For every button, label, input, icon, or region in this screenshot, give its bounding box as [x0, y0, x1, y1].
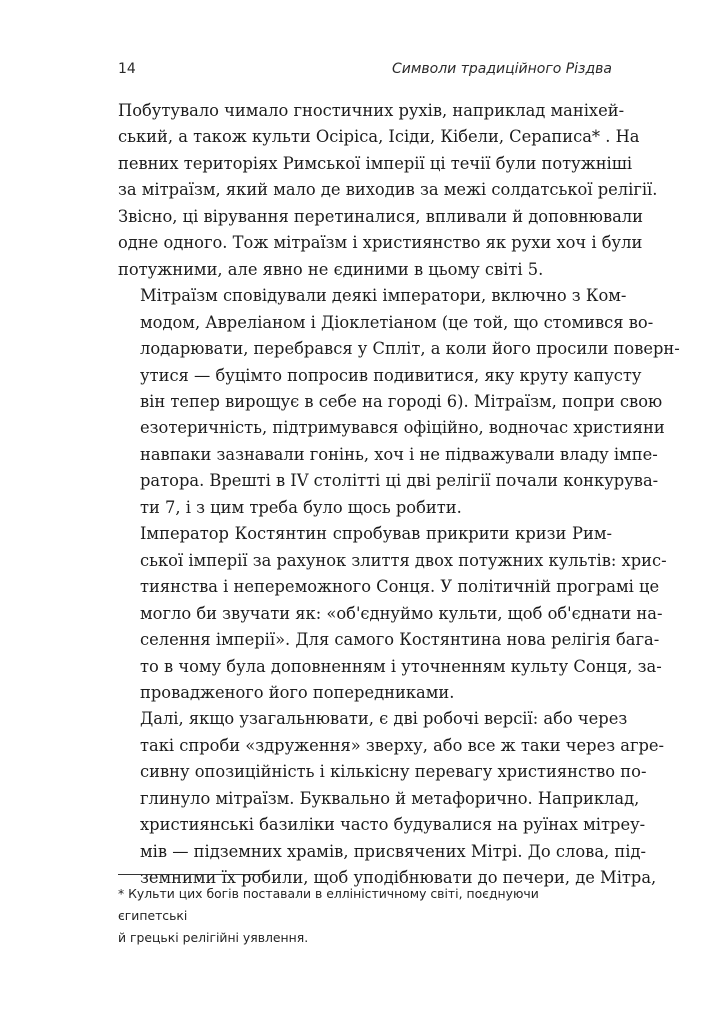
footnote-line: * Культи цих богів поставали в елліністичному світі, поєднуючи єгипетські	[118, 886, 539, 923]
running-title: Символи традиційного Різдва	[391, 61, 612, 77]
text-line: могло би звучати як: «об'єднуймо культи, щоб об'єднати на-	[140, 603, 663, 623]
text-line: ської імперії за рахунок злиття двох потужних культів: хрис-	[140, 550, 667, 570]
paragraph	[118, 283, 680, 521]
text-line: ський, а також культи Осіріса, Ісіди, Кібели, Сераписа* . На	[118, 127, 640, 147]
text-line: за мітраїзм, який мало де виходив за межі солдатської релігії.	[118, 180, 658, 200]
text-line: земними їх робили, щоб уподібнювати до печери, де Мітра,	[140, 868, 657, 888]
text-line: лодарювати, перебрався у Спліт, а коли його просили поверн-	[140, 339, 680, 359]
text-line: сивну опозиційність і кількісну перевагу християнство по-	[140, 762, 647, 782]
text-line: то в чому була доповненням і уточненням культу Сонця, за-	[140, 656, 662, 676]
text-line: ти 7, і з цим треба було щось робити.	[140, 497, 462, 517]
text-line: навпаки зазнавали гонінь, хоч і не підважували владу імпе-	[140, 444, 658, 464]
text-line: мів — підземних храмів, присвячених Мітрі. До слова, під-	[140, 841, 646, 861]
footnote	[118, 883, 612, 949]
text-line: утися — буцімто попросив подивитися, яку круту капусту	[140, 365, 642, 385]
text-line: потужними, але явно не єдиними в цьому світі 5.	[118, 259, 544, 279]
text-line: ратора. Врешті в IV столітті ці дві релігії почали конкурува-	[140, 471, 659, 491]
body-text	[118, 98, 680, 892]
text-line: селення імперії». Для самого Костянтина нова релігія бага-	[140, 630, 660, 650]
text-line: езотеричність, підтримувався офіційно, водночас християни	[140, 418, 665, 438]
text-line: такі спроби «здруження» зверху, або все ж таки через агре-	[140, 735, 665, 755]
running-head	[118, 61, 612, 77]
text-line: Побутувало чимало гностичних рухів, наприклад маніхей-	[118, 101, 625, 120]
paragraph	[118, 706, 665, 891]
text-line: провадженого його попередниками.	[140, 682, 455, 702]
text-line: Звісно, ці вірування перетиналися, впливали й доповнювали	[118, 206, 644, 226]
text-line: модом, Авреліаном і Діоклетіаном (це той, що стомився во-	[140, 312, 654, 332]
text-line: певних територіях Римської імперії ці течії були потужніші	[118, 153, 633, 173]
text-line: одне одного. Тож мітраїзм і християнство як рухи хоч і були	[118, 233, 643, 253]
footnote-divider	[118, 874, 268, 875]
text-line: Мітраїзм сповідували деякі імператори, включно з Ком-	[140, 286, 627, 306]
text-line: християнські базиліки часто будувалися на руїнах мітреу-	[140, 815, 646, 835]
paragraph	[118, 521, 667, 706]
paragraph	[118, 98, 658, 283]
footnote-line: й грецькі релігійні уявлення.	[118, 930, 309, 945]
text-line: Далі, якщо узагальнювати, є дві робочі версії: або через	[140, 709, 628, 729]
text-line: Імператор Костянтин спробував прикрити кризи Рим-	[140, 524, 612, 544]
text-line: глинуло мітраїзм. Буквально й метафорично. Наприклад,	[140, 788, 640, 808]
text-line: він тепер вирощує в себе на городі 6). Мітраїзм, попри свою	[140, 391, 663, 411]
page-number: 14	[118, 61, 136, 77]
text-line: тиянства і непереможного Сонця. У політичній програмі це	[140, 577, 660, 597]
